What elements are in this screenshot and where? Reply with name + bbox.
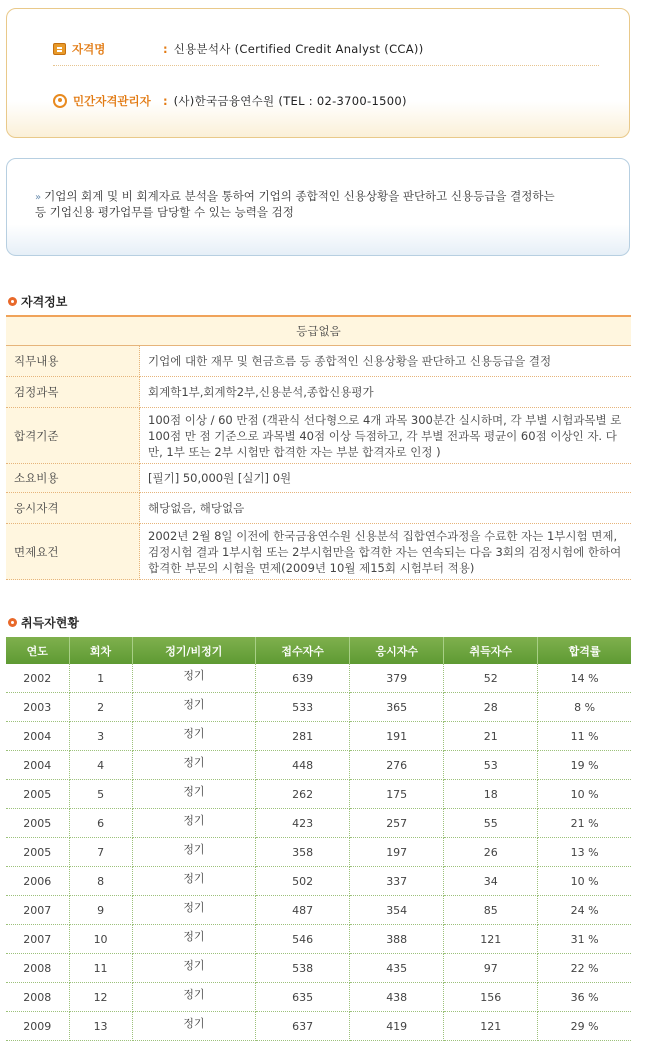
- table-cell: 502: [256, 867, 350, 896]
- info-section-title: [8, 293, 67, 310]
- info-key: 응시자격: [6, 493, 140, 524]
- table-cell: 121: [444, 1012, 538, 1041]
- table-cell: 533: [256, 693, 350, 722]
- info-row: [6, 408, 631, 464]
- table-cell: 정기: [132, 838, 256, 867]
- table-cell: 11: [69, 954, 132, 983]
- table-cell: 정기: [132, 780, 256, 809]
- table-row: [6, 925, 631, 954]
- table-row: [6, 664, 631, 693]
- person-icon: [53, 94, 67, 108]
- table-cell: 197: [350, 838, 444, 867]
- table-cell: 121: [444, 925, 538, 954]
- table-cell: 34: [444, 867, 538, 896]
- column-header: 정기/비정기: [132, 637, 256, 664]
- table-cell: 정기: [132, 896, 256, 925]
- table-cell: 52: [444, 664, 538, 693]
- bullet-icon: [8, 618, 17, 627]
- table-cell: 8: [69, 867, 132, 896]
- table-cell: 9: [69, 896, 132, 925]
- table-row: [6, 896, 631, 925]
- table-cell: 21 %: [538, 809, 631, 838]
- table-row: [6, 867, 631, 896]
- table-row: [6, 1012, 631, 1041]
- table-cell: 21: [444, 722, 538, 751]
- table-cell: 13 %: [538, 838, 631, 867]
- column-header: 취득자수: [444, 637, 538, 664]
- info-key: 검정과목: [6, 377, 140, 408]
- column-header: 회차: [69, 637, 132, 664]
- table-cell: 257: [350, 809, 444, 838]
- table-cell: 2003: [6, 693, 69, 722]
- table-cell: 5: [69, 780, 132, 809]
- table-row: [6, 722, 631, 751]
- table-cell: 정기: [132, 751, 256, 780]
- table-cell: 2009: [6, 1012, 69, 1041]
- info-row: [6, 493, 631, 524]
- table-cell: 354: [350, 896, 444, 925]
- info-table: [6, 315, 631, 580]
- table-cell: 546: [256, 925, 350, 954]
- info-section-title-text: 자격정보: [21, 295, 68, 309]
- table-cell: 10 %: [538, 780, 631, 809]
- description-box: [6, 158, 630, 256]
- cert-name-label: 자격명: [72, 42, 106, 56]
- table-cell: 637: [256, 1012, 350, 1041]
- table-cell: 635: [256, 983, 350, 1012]
- info-value: 회계학1부,회계학2부,신용분석,종합신용평가: [140, 377, 632, 408]
- table-cell: 정기: [132, 693, 256, 722]
- info-key: 직무내용: [6, 346, 140, 377]
- table-cell: 정기: [132, 722, 256, 751]
- info-row: [6, 464, 631, 493]
- table-row: [6, 838, 631, 867]
- stats-header-row: [6, 637, 631, 664]
- table-cell: 정기: [132, 925, 256, 954]
- table-row: [6, 983, 631, 1012]
- info-key: 합격기준: [6, 408, 140, 464]
- table-cell: 97: [444, 954, 538, 983]
- table-cell: 정기: [132, 867, 256, 896]
- table-cell: 379: [350, 664, 444, 693]
- grade-cell: 등급없음: [6, 316, 631, 346]
- table-row: [6, 780, 631, 809]
- table-cell: 2007: [6, 896, 69, 925]
- stats-section-title-text: 취득자현황: [21, 616, 79, 630]
- info-grade-row: [6, 316, 631, 346]
- table-cell: 2005: [6, 838, 69, 867]
- info-key: 소요비용: [6, 464, 140, 493]
- table-cell: 388: [350, 925, 444, 954]
- table-cell: 423: [256, 809, 350, 838]
- info-row: [6, 377, 631, 408]
- table-cell: 2: [69, 693, 132, 722]
- table-cell: 정기: [132, 983, 256, 1012]
- table-cell: 639: [256, 664, 350, 693]
- certificate-header-box: [6, 8, 630, 138]
- column-header: 합격률: [538, 637, 631, 664]
- table-cell: 4: [69, 751, 132, 780]
- table-cell: 1: [69, 664, 132, 693]
- table-cell: 28: [444, 693, 538, 722]
- table-cell: 365: [350, 693, 444, 722]
- cert-org-row: [53, 91, 407, 111]
- column-header: 응시자수: [350, 637, 444, 664]
- table-cell: 435: [350, 954, 444, 983]
- table-cell: 487: [256, 896, 350, 925]
- table-cell: 36 %: [538, 983, 631, 1012]
- info-value: 해당없음, 해당없음: [140, 493, 632, 524]
- table-row: [6, 954, 631, 983]
- table-cell: 22 %: [538, 954, 631, 983]
- description-text: [35, 189, 605, 219]
- table-cell: 14 %: [538, 664, 631, 693]
- table-row: [6, 693, 631, 722]
- table-cell: 정기: [132, 809, 256, 838]
- table-cell: 12: [69, 983, 132, 1012]
- table-row: [6, 809, 631, 838]
- table-cell: 2004: [6, 722, 69, 751]
- table-cell: 2005: [6, 780, 69, 809]
- table-cell: 2006: [6, 867, 69, 896]
- table-cell: 191: [350, 722, 444, 751]
- table-cell: 281: [256, 722, 350, 751]
- table-row: [6, 751, 631, 780]
- description-line-2: 등 기업신용 평가업무를 담당할 수 있는 능력을 검정: [35, 205, 294, 219]
- cert-name-value: 신용분석사 (Certified Credit Analyst (CCA)): [173, 42, 424, 56]
- info-value: 기업에 대한 재무 및 현금흐름 등 종합적인 신용상황을 판단하고 신용등급을 결정: [140, 346, 632, 377]
- cert-org-label: 민간자격관리자: [73, 94, 151, 108]
- table-cell: 2008: [6, 983, 69, 1012]
- table-cell: 156: [444, 983, 538, 1012]
- info-key: 면제요건: [6, 524, 140, 580]
- table-cell: 55: [444, 809, 538, 838]
- table-cell: 11 %: [538, 722, 631, 751]
- table-cell: 2002: [6, 664, 69, 693]
- table-cell: 31 %: [538, 925, 631, 954]
- table-cell: 19 %: [538, 751, 631, 780]
- table-cell: 358: [256, 838, 350, 867]
- table-cell: 24 %: [538, 896, 631, 925]
- table-cell: 419: [350, 1012, 444, 1041]
- info-value: 100점 이상 / 60 만점 (객관식 선다형으로 4개 과목 300분간 실시하며, 각 부별 시험과목별 로 100점 만 점 기준으로 과목별 40점 이상 득점하고, 각 부별 전과목 평균이 60점 이상인 자. 다만, 1부 또는 2부 시험만 합격한 자는 부분 합격자로 인정 ): [140, 408, 632, 464]
- table-cell: 2004: [6, 751, 69, 780]
- table-cell: 18: [444, 780, 538, 809]
- double-chevron-icon: »: [35, 192, 42, 203]
- stats-table: [6, 637, 631, 1041]
- table-cell: 337: [350, 867, 444, 896]
- column-header: 연도: [6, 637, 69, 664]
- table-cell: 262: [256, 780, 350, 809]
- info-value: [필기] 50,000원 [실기] 0원: [140, 464, 632, 493]
- table-cell: 6: [69, 809, 132, 838]
- cert-org-value: (사)한국금융연수원 (TEL : 02-3700-1500): [173, 94, 407, 108]
- description-line-1: 기업의 회계 및 비 회계자료 분석을 통하여 기업의 종합적인 신용상황을 판단하고 신용등급을 결정하는: [44, 189, 555, 203]
- table-cell: 2005: [6, 809, 69, 838]
- table-cell: 7: [69, 838, 132, 867]
- bullet-icon: [8, 297, 17, 306]
- table-cell: 53: [444, 751, 538, 780]
- column-header: 접수자수: [256, 637, 350, 664]
- table-cell: 276: [350, 751, 444, 780]
- table-cell: 2008: [6, 954, 69, 983]
- header-divider: [53, 65, 599, 66]
- table-cell: 448: [256, 751, 350, 780]
- table-cell: 3: [69, 722, 132, 751]
- table-cell: 정기: [132, 1012, 256, 1041]
- info-row: [6, 524, 631, 580]
- table-cell: 10 %: [538, 867, 631, 896]
- cert-org-separator: :: [163, 94, 168, 108]
- info-row: [6, 346, 631, 377]
- table-cell: 10: [69, 925, 132, 954]
- table-cell: 175: [350, 780, 444, 809]
- book-icon: [53, 43, 66, 55]
- table-cell: 정기: [132, 954, 256, 983]
- cert-name-separator: :: [163, 42, 168, 56]
- table-cell: 2007: [6, 925, 69, 954]
- table-cell: 538: [256, 954, 350, 983]
- table-cell: 438: [350, 983, 444, 1012]
- table-cell: 85: [444, 896, 538, 925]
- table-cell: 13: [69, 1012, 132, 1041]
- table-cell: 26: [444, 838, 538, 867]
- table-cell: 정기: [132, 664, 256, 693]
- table-cell: 8 %: [538, 693, 631, 722]
- cert-name-row: [53, 39, 424, 59]
- info-value: 2002년 2월 8일 이전에 한국금융연수원 신용분석 집합연수과정을 수료한 자는 1부시험 면제, 검정시험 결과 1부시험 또는 2부시험만을 합격한 자는 연속되는 다음 3회의 검정시험에 한하여 합격한 부문의 시험을 면제(2009년 10월 제15회 시험부터 적용): [140, 524, 632, 580]
- stats-section-title: [8, 614, 79, 631]
- table-cell: 29 %: [538, 1012, 631, 1041]
